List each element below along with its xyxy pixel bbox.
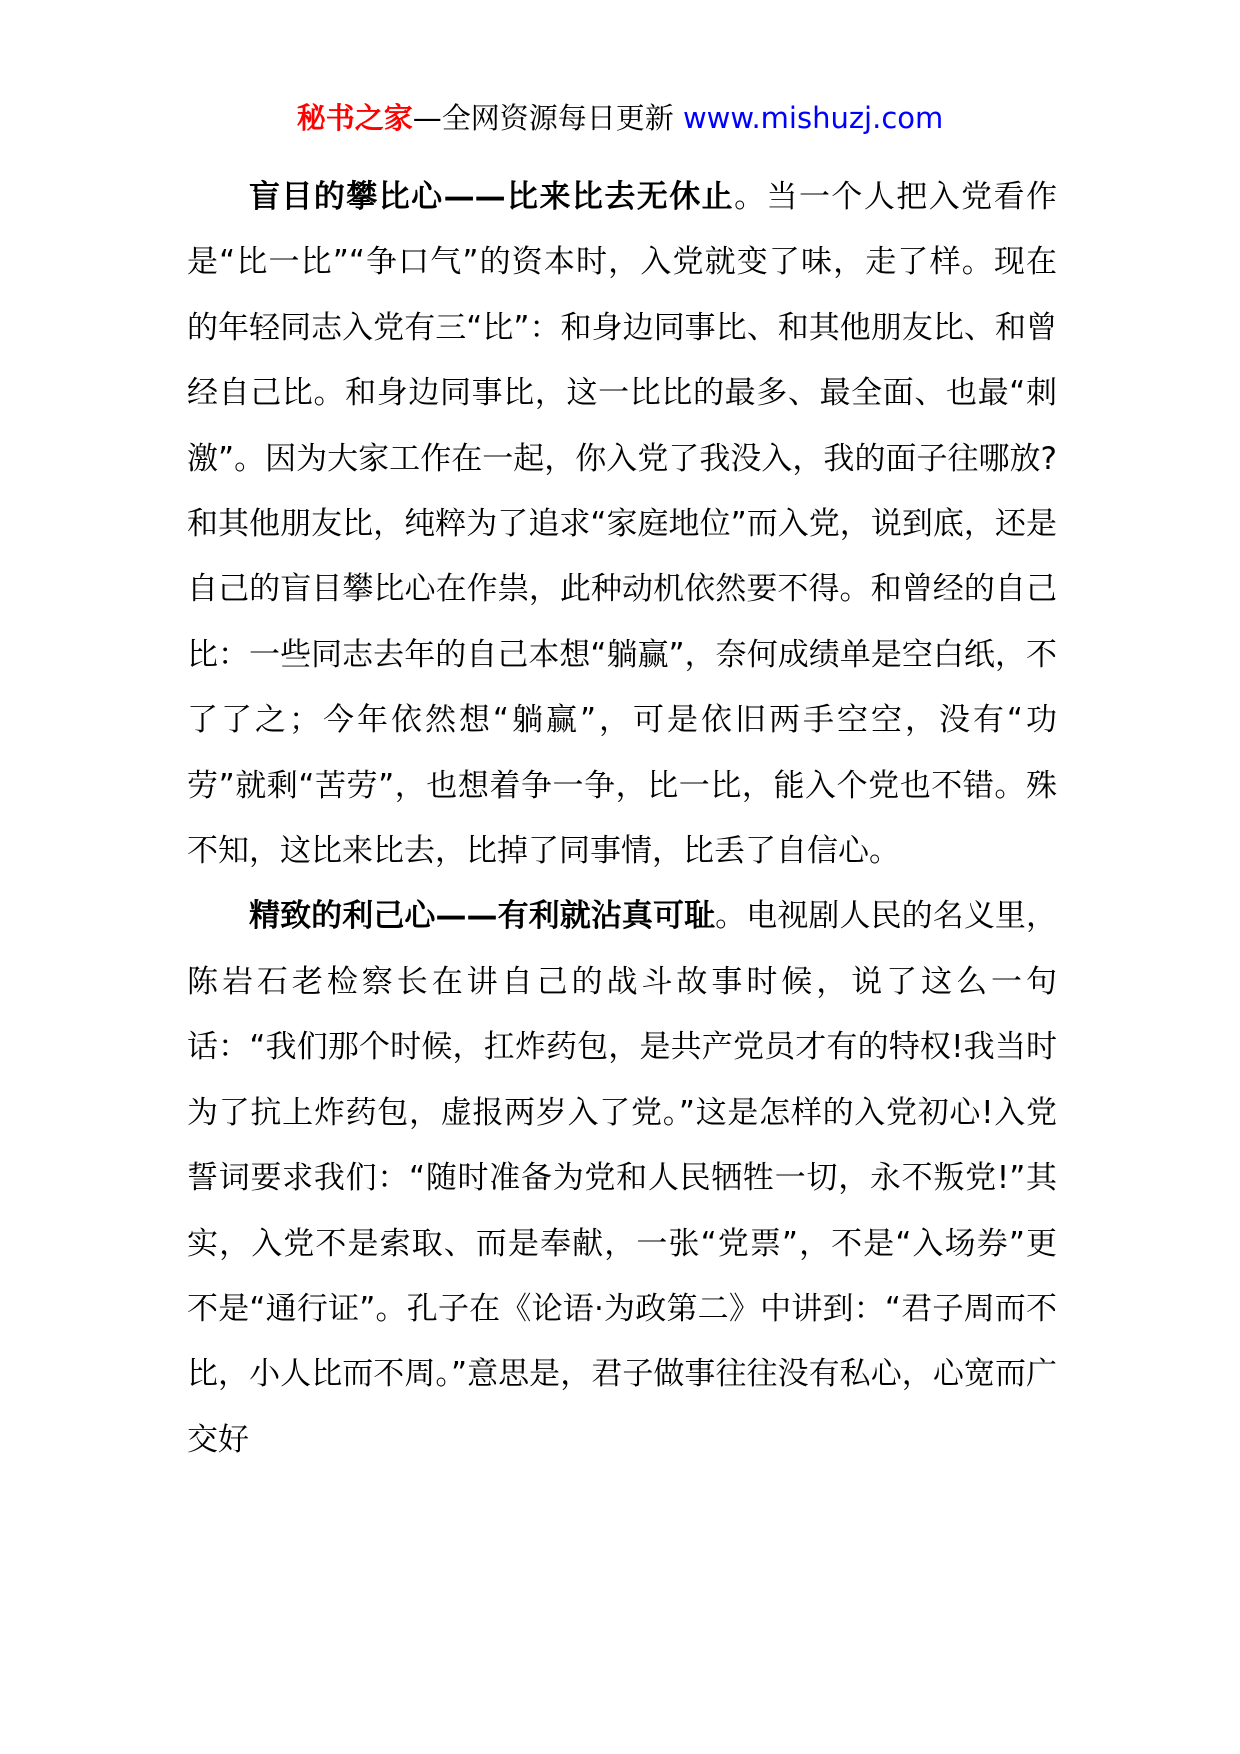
- site-header: [0, 98, 1240, 138]
- paragraph-text: 。电视剧人民的名义里，陈岩石老检察长在讲自己的战斗故事时候，说了这么一句话：“我们那个时候，扛炸药包，是共产党员才有的特权!我当时为了抗上炸药包，虚报两岁入了党。”这是怎样的入党初心!入党誓词要求我们：“随时准备为党和人民牺牲一切，永不叛党!”其实，入党不是索取、而是奉献，一张“党票”，不是“入场券”更不是“通行证”。孔子在《论语·为政第二》中讲到：“君子周而不比，小人比而不周。”意思是，君子做事往往没有私心，心宽而广交好: [187, 898, 1058, 1458]
- site-brand: 秘书之家: [296, 101, 413, 135]
- paragraph-self-interest: [187, 884, 1057, 1473]
- site-url-link[interactable]: www.mishuzj.com: [682, 101, 944, 135]
- site-tagline: —全网资源每日更新: [412, 101, 674, 135]
- document-body: [187, 165, 1057, 1473]
- paragraph-text: 。当一个人把入党看作是“比一比”“争口气”的资本时，入党就变了味，走了样。现在的年轻同志入党有三“比”：和身边同事比、和其他朋友比、和曾经自己比。和身边同事比，这一比比的最多、最全面、也最“刺激”。因为大家工作在一起，你入党了我没入，我的面子往哪放?和其他朋友比，纯粹为了追求“家庭地位”而入党，说到底，还是自己的盲目攀比心在作祟，此种动机依然要不得。和曾经的自己比：一些同志去年的自己本想“躺赢”，奈何成绩单是空白纸，不了了之；今年依然想“躺赢”，可是依旧两手空空，没有“功劳”就剩“苦劳”，也想着争一争，比一比，能入个党也不错。殊不知，这比来比去，比掉了同事情，比丢了自信心。: [187, 179, 1058, 870]
- paragraph-heading: 盲目的攀比心——比来比去无休止: [249, 179, 735, 215]
- paragraph-comparison-mentality: [187, 165, 1057, 884]
- paragraph-heading: 精致的利己心——有利就沾真可耻: [249, 898, 716, 935]
